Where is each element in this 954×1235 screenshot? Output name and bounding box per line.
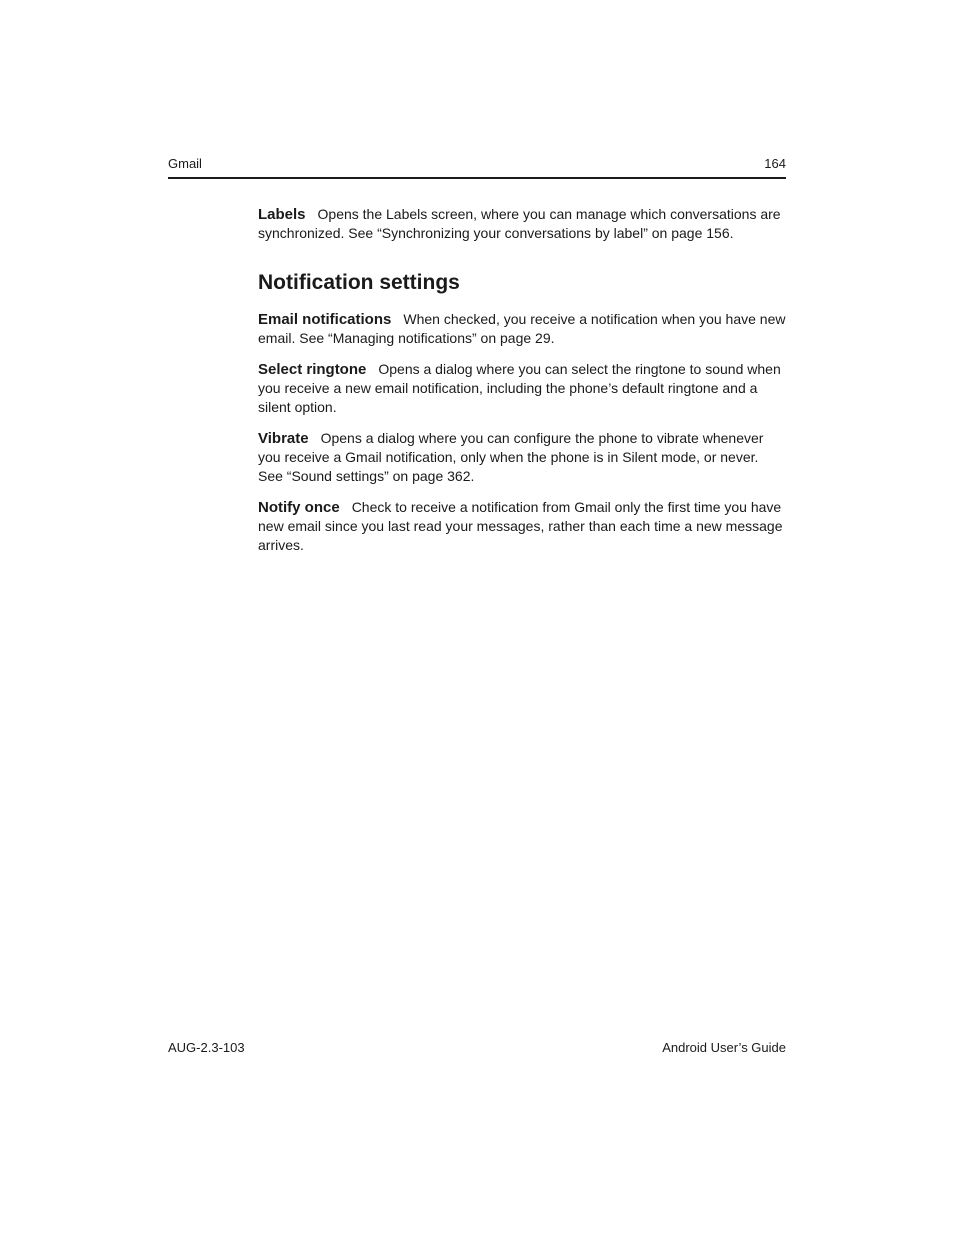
entry-description: When checked, you receive a notification when you have new email. See “Managing notifications” on page 29. — [258, 311, 786, 346]
entry-select-ringtone — [258, 360, 786, 417]
footer-doc-title: Android User’s Guide — [662, 1040, 786, 1055]
entry-description: Opens a dialog where you can configure the phone to vibrate whenever you receive a Gmail notification, only when the phone is in Silent mode, or never. See “Sound settings” on page 362. — [258, 430, 764, 484]
entry-term: Notify once — [258, 499, 340, 516]
entry-term: Labels — [258, 206, 306, 223]
entry-description: Opens a dialog where you can select the ringtone to sound when you receive a new email notification, including the phone’s default ringtone and a silent option. — [258, 361, 781, 415]
entry-notify-once — [258, 498, 786, 555]
footer-doc-id: AUG-2.3-103 — [168, 1040, 245, 1055]
header-section-name: Gmail — [168, 156, 202, 171]
header-page-number: 164 — [764, 156, 786, 171]
entry-labels — [258, 205, 786, 243]
entry-vibrate — [258, 429, 786, 486]
entry-description: Check to receive a notification from Gmail only the first time you have new email since you last read your messages, rather than each time a new message arrives. — [258, 499, 783, 553]
page-header — [168, 155, 786, 179]
page-content — [258, 205, 786, 567]
entry-email-notifications — [258, 310, 786, 348]
entry-term: Vibrate — [258, 430, 309, 447]
entry-term: Email notifications — [258, 311, 392, 328]
entry-description: Opens the Labels screen, where you can manage which conversations are synchronized. See “Synchronizing your conversations by label” on page 156. — [258, 206, 781, 241]
section-heading: Notification settings — [258, 271, 460, 294]
entry-term: Select ringtone — [258, 361, 367, 378]
